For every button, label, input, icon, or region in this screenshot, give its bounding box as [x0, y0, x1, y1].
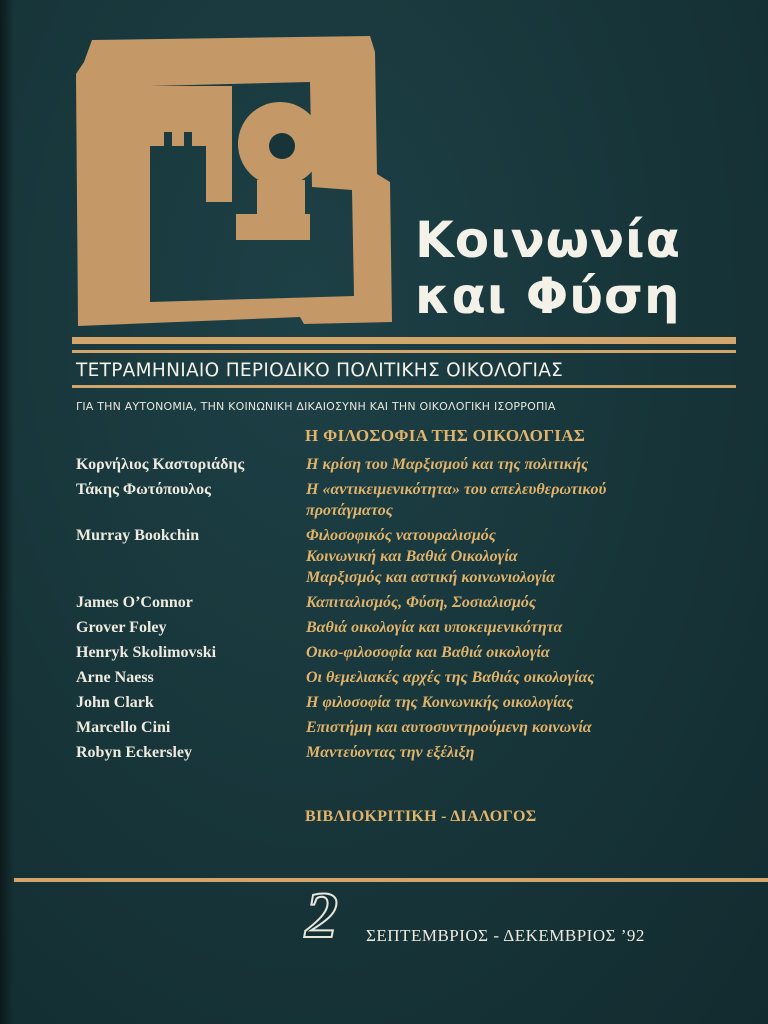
toc-article-titles	[306, 717, 756, 738]
toc-article-titles	[306, 667, 756, 688]
toc-author: John Clark	[76, 694, 154, 711]
toc-entry	[76, 617, 756, 638]
header-rule-bottom	[72, 385, 736, 388]
toc-author: Grover Foley	[76, 619, 167, 636]
toc-article-titles	[306, 479, 756, 521]
toc-article-titles	[306, 692, 756, 713]
journal-title-line-1: Κοινωνία	[415, 211, 681, 269]
logo-ring-hole	[269, 133, 295, 159]
toc-entry	[76, 692, 756, 713]
toc-entry	[76, 642, 756, 663]
toc-entry	[76, 667, 756, 688]
table-of-contents	[76, 454, 756, 767]
toc-article-titles	[306, 617, 756, 638]
journal-logo	[72, 34, 402, 329]
toc-article-titles	[306, 454, 756, 475]
toc-author: Robyn Eckersley	[76, 744, 192, 761]
toc-author: Marcello Cini	[76, 719, 171, 736]
toc-article-title: Μαντεύοντας την εξέλιξη	[306, 744, 475, 761]
toc-article-titles	[306, 742, 756, 763]
toc-article-title: Οικο-φιλοσοφία και Βαθιά οικολογία	[306, 644, 550, 661]
toc-article-title: Η φιλοσοφία της Κοινωνικής οικολογίας	[306, 694, 574, 711]
toc-article-title: Φιλοσοφικός νατουραλισμός	[306, 527, 496, 544]
toc-author: James O’Connor	[76, 594, 193, 611]
cover-spine-shadow	[0, 0, 14, 1024]
toc-article-titles	[306, 592, 756, 613]
toc-article-title: Καπιταλισμός, Φύση, Σοσιαλισμός	[306, 594, 537, 611]
toc-article-title: Βαθιά οικολογία και υποκειμενικότητα	[306, 619, 563, 636]
toc-entry	[76, 742, 756, 763]
toc-entry	[76, 525, 756, 588]
journal-title-line-2: και Φύση	[415, 267, 681, 325]
journal-title	[415, 212, 755, 324]
toc-author: Arne Naess	[76, 669, 154, 686]
logo-ring-base	[236, 214, 310, 240]
toc-article-title: προτάγματος	[306, 502, 393, 519]
journal-tagline: ΓΙΑ ΤΗΝ ΑΥΤΟΝΟΜΙΑ, ΤΗΝ ΚΟΙΝΩΝΙΚΗ ΔΙΚΑΙΟΣΥΝΗ ΚΑΙ ΤΗΝ ΟΙΚΟΛΟΓΙΚΗ ΙΣΟΡΡΟΠΙΑ	[76, 400, 556, 413]
header-rule-top	[72, 337, 736, 344]
toc-article-title: Μαρξισμός και αστική κοινωνιολογία	[306, 569, 555, 586]
toc-article-title: Η κρίση του Μαρξισμού και της πολιτικής	[306, 456, 589, 473]
contents-footer-section: ΒΙΒΛΙΟΚΡΙΤΙΚΗ - ΔΙΑΛΟΓΟΣ	[305, 808, 537, 825]
toc-entry	[76, 592, 756, 613]
toc-article-titles	[306, 642, 756, 663]
toc-author: Henryk Skolimovski	[76, 644, 217, 661]
logo-emblem	[76, 36, 392, 326]
journal-subtitle: ΤΕΤΡΑΜΗΝΙΑΙΟ ΠΕΡΙΟΔΙΚΟ ΠΟΛΙΤΙΚΗΣ ΟΙΚΟΛΟΓΙΑΣ	[76, 360, 564, 381]
toc-author: Κορνήλιος Καστοριάδης	[76, 456, 245, 473]
toc-article-title: Επιστήμη και αυτοσυντηρούμενη κοινωνία	[306, 719, 592, 736]
issue-number: 2	[305, 879, 338, 952]
toc-article-title: Οι θεμελιακές αρχές της Βαθιάς οικολογίας	[306, 669, 595, 686]
toc-article-title: Η «αντικειμενικότητα» του απελευθερωτικού	[306, 481, 607, 498]
header-rule-thin	[72, 350, 736, 353]
issue-date: ΣΕΠΤΕΜΒΡΙΟΣ - ΔΕΚΕΜΒΡΙΟΣ ’92	[366, 926, 645, 945]
toc-entry	[76, 717, 756, 738]
toc-entry	[76, 479, 756, 521]
logo-tower	[150, 86, 232, 202]
toc-author: Τάκης Φωτόπουλος	[76, 481, 211, 498]
toc-author: Murray Bookchin	[76, 527, 200, 544]
toc-article-titles	[306, 525, 756, 588]
toc-article-title: Κοινωνική και Βαθιά Οικολογία	[306, 548, 518, 565]
footer-rule	[14, 878, 768, 882]
contents-section-title: Η ΦΙΛΟΣΟΦΙΑ ΤΗΣ ΟΙΚΟΛΟΓΙΑΣ	[305, 426, 586, 445]
toc-entry	[76, 454, 756, 475]
